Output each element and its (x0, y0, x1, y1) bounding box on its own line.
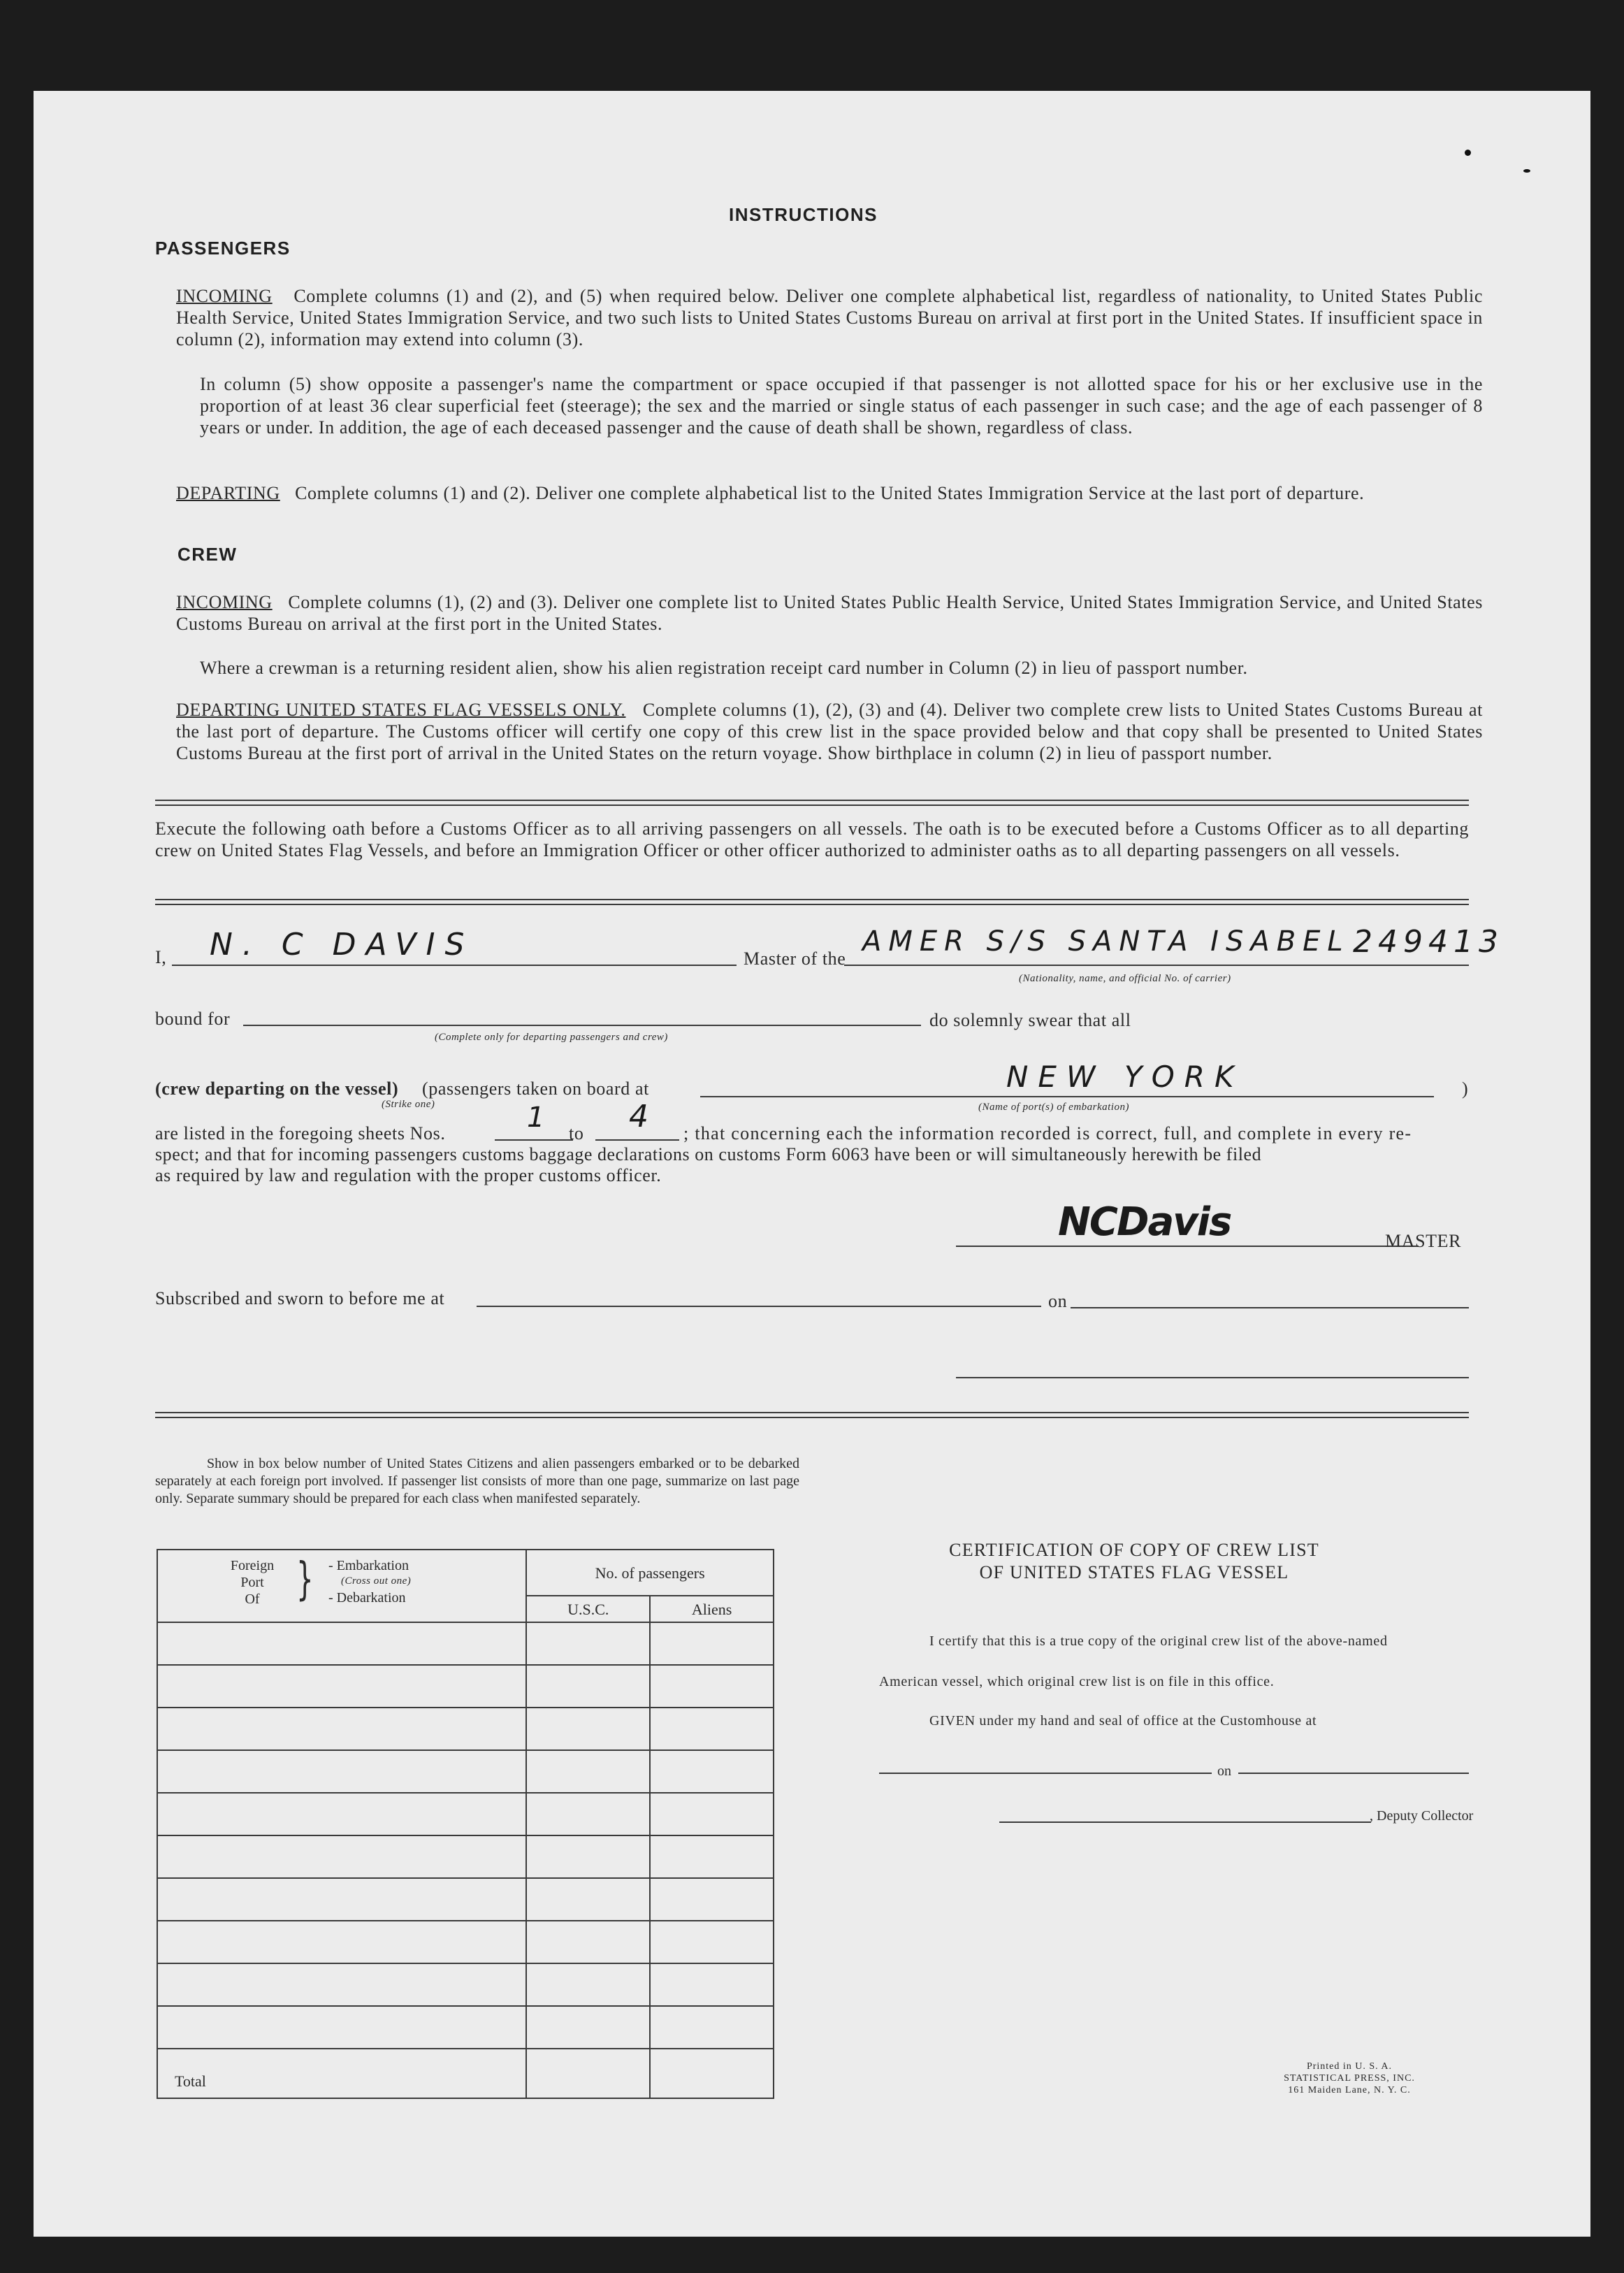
usc-cell[interactable] (526, 2006, 650, 2049)
foreign-port-label: Port (240, 1575, 264, 1590)
scan-speck (1465, 150, 1471, 156)
table-row (157, 1835, 774, 1878)
port-cell[interactable] (157, 1921, 526, 1963)
table-total-row (157, 2049, 774, 2098)
subscribed-place-line (477, 1306, 1041, 1307)
usc-cell[interactable] (526, 1793, 650, 1835)
master-of-the-label: Master of the (744, 948, 846, 969)
instructions-title: INSTRUCTIONS (729, 204, 878, 225)
crew-incoming-label: INCOMING (176, 592, 273, 612)
table-header-row (157, 1550, 774, 1596)
master-signature: NCDavis (1058, 1199, 1231, 1245)
cross-out-one-caption: (Cross out one) (341, 1575, 412, 1587)
no-of-passengers-header: No. of passengers (526, 1550, 774, 1596)
vessel-number: 249413 (1353, 924, 1504, 960)
aliens-cell[interactable] (650, 1793, 774, 1835)
certification-on-label: on (1217, 1763, 1231, 1779)
bound-for-caption: (Complete only for departing passengers and crew) (435, 1032, 668, 1043)
bound-for-label: bound for (155, 1009, 231, 1029)
vessel-caption: (Nationality, name, and official No. of carrier) (1019, 973, 1231, 984)
customhouse-place-line (879, 1773, 1212, 1774)
usc-cell[interactable] (526, 1665, 650, 1708)
usc-cell[interactable] (526, 1708, 650, 1750)
certification-line-2: American vessel, which original crew list is on file in this office. (879, 1674, 1275, 1689)
crew-departing-paragraph (176, 699, 1483, 764)
sheet-from-line (495, 1139, 573, 1141)
usc-cell[interactable] (526, 1963, 650, 2006)
master-label: MASTER (1385, 1231, 1462, 1251)
vessel-line (844, 965, 1469, 966)
port-entry: NEW YORK (1006, 1060, 1244, 1094)
subscribed-date-line (1071, 1307, 1469, 1308)
table-row (157, 1708, 774, 1750)
aliens-cell[interactable] (650, 1921, 774, 1963)
swear-text: do solemnly swear that all (929, 1010, 1131, 1030)
aliens-cell[interactable] (650, 1878, 774, 1921)
printer-line-2: STATISTICAL PRESS, INC. (1284, 2073, 1415, 2084)
table-row (157, 1921, 774, 1963)
port-cell[interactable] (157, 1793, 526, 1835)
sheet-from-entry: 1 (527, 1102, 555, 1134)
certification-date-line (1238, 1773, 1469, 1774)
passengers-column5-paragraph: In column (5) show opposite a passenger's name the compartment or space occupied if that passenger is not allotted space for his or her exclusive use in the proportion of at least 36 clear superficial feet (steerage); the sex and the married or single status of each passenger in such case; and the age of each passenger of 8 years or under. In addition, the age of each deceased passenger and the cause of death shall be shown, regardless of class. (200, 374, 1483, 438)
brace-icon: } (296, 1554, 314, 1605)
oath-intro-paragraph: Execute the following oath before a Customs Officer as to all arriving passengers on all vessels. The oath is to be executed before a Customs Officer as to all departing crew on United States Flag Vessels, and before an Immigration Officer or other officer authorized to administer oaths as to all departing passengers on all vessels. (155, 818, 1469, 860)
divider (155, 899, 1469, 905)
foreign-port-label: Of (245, 1592, 260, 1607)
master-name-entry: N. C DAVIS (210, 927, 474, 962)
i-label: I, (155, 947, 167, 967)
crew-departing-text: (crew departing on the vessel) (155, 1078, 399, 1099)
aliens-cell[interactable] (650, 1665, 774, 1708)
table-row (157, 1750, 774, 1793)
port-cell[interactable] (157, 1708, 526, 1750)
port-cell[interactable] (157, 1963, 526, 2006)
usc-cell[interactable] (526, 1921, 650, 1963)
divider (155, 1412, 1469, 1418)
usc-header: U.S.C. (526, 1596, 650, 1622)
summary-box-instructions: Show in box below number of United States Citizens and alien passengers embarked or to be debarked separately at each foreign port involved. If passenger list consists of more than one page, summarize on last page only. Separate summary should be prepared for each class when manifested separately. (155, 1456, 799, 1506)
certification-line-2: spect; and that for incoming passengers customs baggage declarations on customs Form 6063 have been or will simultaneously herewith be filed (155, 1144, 1262, 1164)
passengers-heading: PASSENGERS (155, 238, 291, 259)
deputy-collector-label: , Deputy Collector (1370, 1808, 1474, 1824)
aliens-cell[interactable] (650, 1708, 774, 1750)
crew-resident-alien-text: Where a crewman is a returning resident alien, show his alien registration receipt card number in Column (2) in lieu of passport number. (200, 658, 1248, 678)
sheet-to-line (595, 1139, 679, 1141)
passengers-incoming-label: INCOMING (176, 286, 273, 306)
usc-cell[interactable] (526, 1835, 650, 1878)
passengers-departing-paragraph (176, 482, 1483, 504)
bound-for-line (243, 1025, 921, 1026)
aliens-cell[interactable] (650, 1835, 774, 1878)
to-label: to (569, 1123, 584, 1143)
crew-departing-label: DEPARTING UNITED STATES FLAG VESSELS ONLY. (176, 700, 626, 720)
port-cell[interactable] (157, 2006, 526, 2049)
table-row (157, 1665, 774, 1708)
foreign-port-header (157, 1550, 526, 1622)
debarkation-label: - Debarkation (328, 1590, 406, 1605)
table-row (157, 1963, 774, 2006)
crew-departing-text: Complete columns (1), (2), (3) and (4). Deliver two complete crew lists to United States Customs Bureau at the last port of departure. The Customs officer will certify one copy of this crew list in the space provided below and that copy shall be presented to United States Customs Bureau at the first port of arrival in the United States on the return voyage. Show birthplace in column (2) in lieu of passport number. (176, 700, 1483, 763)
table-row (157, 1622, 774, 1665)
master-name-line (172, 965, 737, 966)
close-paren: ) (1462, 1078, 1469, 1099)
port-cell[interactable] (157, 1878, 526, 1921)
certification-title-line-1: CERTIFICATION OF COPY OF CREW LIST (949, 1540, 1319, 1560)
crew-incoming-paragraph (176, 591, 1483, 635)
sheet-to-entry: 4 (629, 1099, 658, 1134)
table-row (157, 1878, 774, 1921)
vessel-entry: AMER S/S SANTA ISABEL (862, 925, 1350, 958)
certification-line-1: ; that concerning each the information recorded is correct, full, and complete in every re- (683, 1123, 1412, 1143)
given-text: GIVEN under my hand and seal of office at the Customhouse at (929, 1713, 1317, 1729)
sheets-label: are listed in the foregoing sheets Nos. (155, 1123, 446, 1143)
port-caption: (Name of port(s) of embarkation) (978, 1102, 1129, 1113)
port-cell[interactable] (157, 1750, 526, 1793)
printer-line-3: 161 Maiden Lane, N. Y. C. (1288, 2085, 1411, 2095)
printer-line-1: Printed in U. S. A. (1306, 2061, 1393, 2072)
total-label: Total (157, 2049, 526, 2098)
certification-line-1: I certify that this is a true copy of the original crew list of the above-named (929, 1633, 1388, 1649)
aliens-cell[interactable] (650, 1963, 774, 2006)
foreign-port-label: Foreign (230, 1558, 275, 1573)
port-cell[interactable] (157, 1665, 526, 1708)
form-sheet (34, 91, 1590, 2237)
printer-imprint (1251, 2061, 1448, 2096)
crew-heading: CREW (177, 544, 238, 565)
passengers-departing-text: Complete columns (1) and (2). Deliver one complete alphabetical list to the United States Immigration Service at the last port of departure. (295, 483, 1365, 503)
scan-speck (1523, 169, 1530, 173)
officer-signature-line (956, 1377, 1469, 1378)
crew-incoming-text: Complete columns (1), (2) and (3). Deliver one complete list to United States Public Health Service, United States Immigration Service, and United States Customs Bureau on arrival at the first port in the United States. (176, 592, 1483, 634)
aliens-cell[interactable] (650, 2006, 774, 2049)
aliens-cell[interactable] (650, 1622, 774, 1665)
divider (155, 800, 1469, 806)
usc-cell[interactable] (526, 1750, 650, 1793)
port-cell[interactable] (157, 1622, 526, 1665)
deputy-collector-line (999, 1821, 1371, 1823)
passengers-departing-label: DEPARTING (176, 483, 280, 503)
aliens-total-cell[interactable] (650, 2049, 774, 2098)
port-line (700, 1096, 1434, 1097)
certification-line-3: as required by law and regulation with the proper customs officer. (155, 1165, 662, 1185)
passenger-summary-table (157, 1549, 774, 2099)
strike-one-caption: (Strike one) (382, 1099, 435, 1110)
passengers-incoming-paragraph (176, 285, 1483, 350)
signature-line (956, 1246, 1419, 1247)
usc-cell[interactable] (526, 1622, 650, 1665)
table-row (157, 1793, 774, 1835)
subscribed-label: Subscribed and sworn to before me at (155, 1288, 445, 1308)
usc-total-cell[interactable] (526, 2049, 650, 2098)
subscribed-on-label: on (1048, 1291, 1068, 1311)
aliens-cell[interactable] (650, 1750, 774, 1793)
passengers-taken-text: (passengers taken on board at (422, 1078, 649, 1099)
aliens-header: Aliens (650, 1596, 774, 1622)
port-cell[interactable] (157, 1835, 526, 1878)
usc-cell[interactable] (526, 1878, 650, 1921)
passengers-incoming-text: Complete columns (1) and (2), and (5) when required below. Deliver one complete alphabetical list, regardless of nationality, to United States Public Health Service, United States Immigration Service, and two such lists to United States Customs Bureau on arrival at first port in the United States. If insufficient space in column (2), information may extend into column (3). (176, 286, 1483, 349)
embarkation-label: - Embarkation (328, 1558, 409, 1573)
certification-title-line-2: OF UNITED STATES FLAG VESSEL (979, 1562, 1289, 1582)
table-row (157, 2006, 774, 2049)
